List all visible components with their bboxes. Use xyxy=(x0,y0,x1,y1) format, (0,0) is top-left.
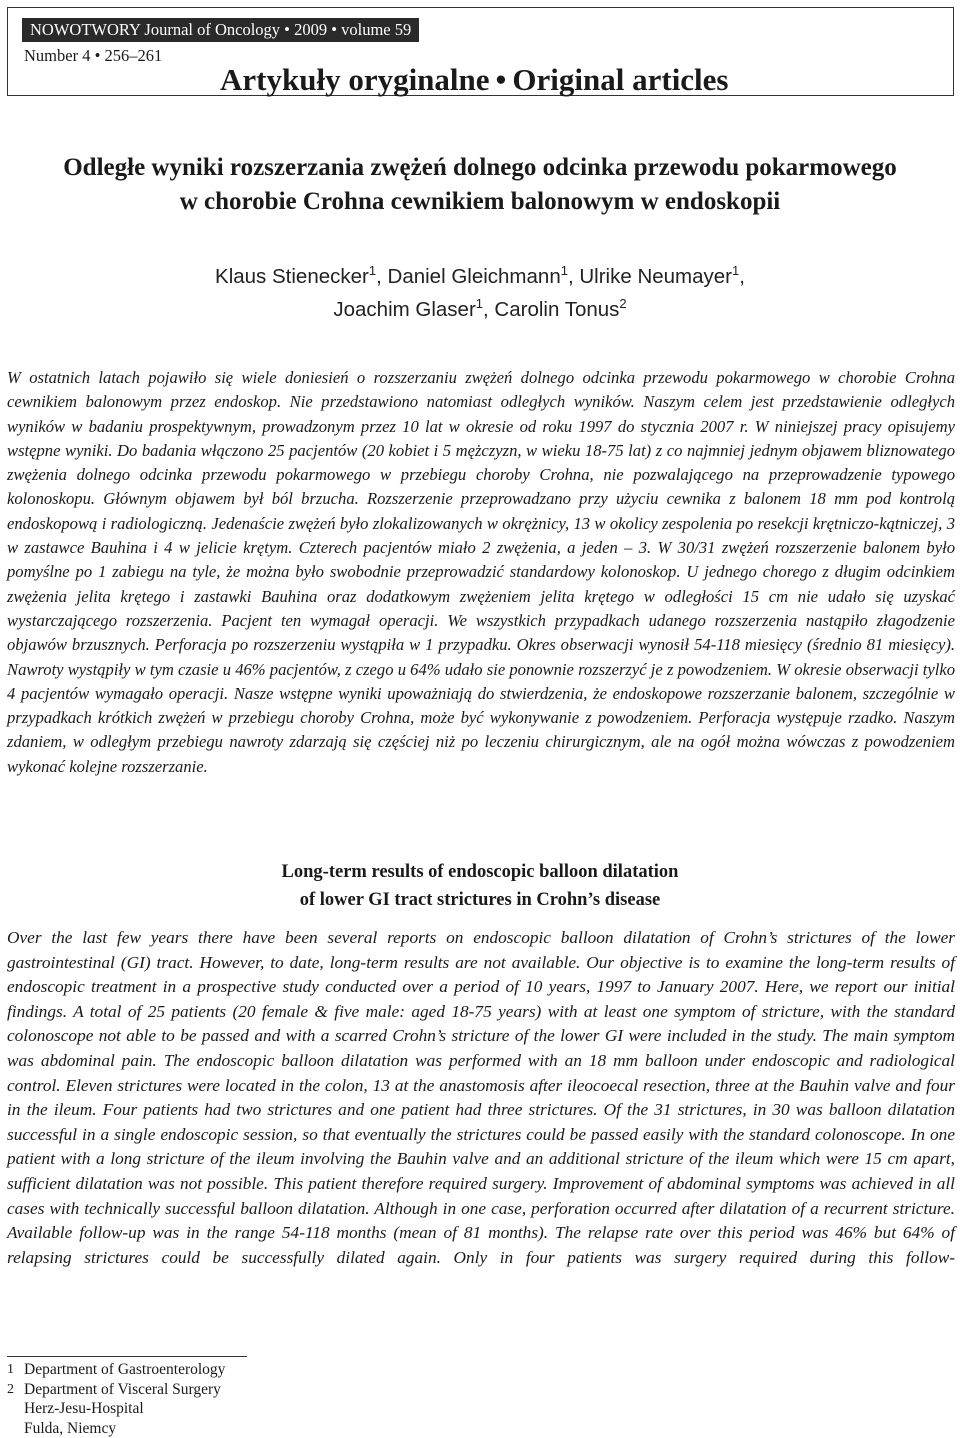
footnote-mark: 1 xyxy=(7,1362,14,1377)
author-name: Joachim Glaser xyxy=(333,298,476,321)
abstract-pl: W ostatnich latach pojawiło się wiele doniesień o rozszerzaniu zwężeń dolnego odcinka przewodu pokarmowego w chorobie Crohna cewnikiem balonowym przez endoskop. Nie przedstawiono natomiast odległych wyników. Naszym celem jest przedstawienie odległych wyników w badaniu prospektywnym, prowadzonym przez 10 lat w okresie od roku 1997 do stycznia 2007 r. W niniejszej pracy opisujemy wstępne wyniki. Do badania włączono 25 pacjentów (20 kobiet i 5 mężczyzn, w wieku 18-75 lat) z co najmniej jednym objawem bliznowatego zwężenia dolnego odcinka przewodu pokarmowego w przebiegu choroby Crohna, nie pozwalającego na przeprowadzenie typowego kolonoskopu. Głównym objawem był ból brzucha. Rozszerzenie przeprowadzano przy użyciu cewnika z balonem 18 mm pod kontrolą endoskopową i radiologiczną. Jedenaście zwężeń było zlokalizowanych w okrężnicy, 13 w okolicy zespolenia po resekcji krętniczo-kątniczej, 3 w zastawce Bauhina i 4 w jelicie krętym. Czterech pacjentów miało 2 zwężenia, a jeden – 3. W 30/31 zwężeń rozszerzenie balonem było pomyślne po 1 zabiegu na tyle, że można było swobodnie przeprowadzić standardowy kolonoskop. U jednego chorego z długim odcinkiem zwężenia jelita krętego i zastawki Bauhina oraz dodatkowym zwężeniem jelita krętego w odległości 15 cm nie udało się uzyskać wystarczającego rozszerzenia. Pacjent ten wymagał operacji. We wszystkich przypadkach udanego rozszerzenia nastąpiło złagodzenie objawów brzusznych. Perforacja po rozszerzeniu wystąpiła w 1 przypadku. Okres obserwacji wynosił 54-118 miesięcy (średnio 81 miesięcy). Nawroty wystąpiły w tym czasie u 46% pacjentów, z czego u 64% udało sie ponownie rozszerzyć je z powodzeniem. W okresie obserwacji tylko 4 pacjentów wymagało operacji. Nasze wstępne wyniki upoważniają do stwierdzenia, że endoskopowe rozszerzanie balonem, szczególnie w przypadkach krótkich zwężeń w przebiegu choroby Crohna, może być wykonywanie z powodzeniem. Perforacja występuje rzadko. Naszym zdaniem, w odległym przebiegu nawroty zdarzają się częściej niż po leczeniu chirurgicznym, ale na ogół można wówczas z powodzeniem wykonać kolejne rozszerzanie. xyxy=(7,368,955,776)
footnote xyxy=(7,1360,225,1380)
article-title-pl xyxy=(0,151,960,219)
issue-info: Number 4 • 256–261 xyxy=(24,46,163,65)
author-affiliation: 1 xyxy=(560,263,568,278)
author-affiliation: 1 xyxy=(368,263,377,278)
footnote-divider xyxy=(7,1356,247,1357)
footnote-text: Department of Gastroenterology xyxy=(24,1361,226,1378)
title-pl-line: w chorobie Crohna cewnikiem balonowym w endoskopii xyxy=(179,188,781,215)
journal-name: NOWOTWORY Journal of Oncology • 2009 • volume 59 xyxy=(22,18,419,42)
section-title-pl: Artykuły oryginalne xyxy=(220,62,490,97)
author-line: Joachim Glaser$^1$, Carolin Tonus$^2$ xyxy=(333,296,627,321)
author-name: Ulrike Neumayer xyxy=(579,265,733,288)
author-name: Daniel Gleichmann xyxy=(387,265,561,288)
title-pl-line: Odległe wyniki rozszerzania zwężeń dolnego odcinka przewodu pokarmowego xyxy=(63,154,897,181)
footnote-mark xyxy=(7,1419,24,1438)
footnote-text: Department of Visceral Surgery xyxy=(24,1380,221,1398)
journal-header xyxy=(7,7,954,96)
footnote-mark: 2 xyxy=(7,1381,14,1397)
author-name: Carolin Tonus xyxy=(494,298,620,321)
footnote xyxy=(7,1419,225,1438)
article-title-en xyxy=(0,858,960,914)
title-en-line: Long-term results of endoscopic balloon dilatation xyxy=(281,862,679,882)
author-affiliation: 1 xyxy=(732,263,740,278)
footnotes xyxy=(7,1360,225,1438)
author-affiliation: 1 xyxy=(475,296,484,311)
footnote-text: Herz-Jesu-Hospital xyxy=(24,1400,144,1417)
bullet-separator: • xyxy=(495,62,507,97)
author-name: Klaus Stienecker xyxy=(215,265,369,288)
footnote-mark xyxy=(7,1399,24,1419)
title-en-line: of lower GI tract strictures in Crohn’s disease xyxy=(299,890,661,910)
footnote xyxy=(7,1399,225,1419)
author-list xyxy=(0,260,960,326)
footnote xyxy=(7,1380,225,1400)
footnote-text: Fulda, Niemcy xyxy=(24,1419,117,1437)
section-title-en: Original articles xyxy=(512,62,729,97)
abstract-en: Over the last few years there have been several reports on endoscopic balloon dilatation of Crohn’s strictures of the lower gastrointestinal (GI) tract. However, to date, long-term results are not available. Our objective is to examine the long-term results of endoscopic treatment in a prospective study conducted over a period of 10 years, 1997 to January 2007. Here, we report our initial findings. A total of 25 patients (20 female & five male: aged 18-75 years) with at least one symptom of stricture, with the standard colonoscope not able to be passed and with a scarred Crohn’s stricture of the lower GI were included in the study. The main symptom was abdominal pain. The endoscopic balloon dilatation was performed with an 18 mm balloon under endoscopic and radiological control. Eleven strictures were located in the colon, 13 at the anastomosis after ileocoecal resection, three at the Bauhin valve and four in the ileum. Four patients had two strictures and one patient had three strictures. Of the 31 strictures, in 30 was balloon dilatation successful in a single endoscopic session, so that eventually the strictures could be passed easily with the standard colonoscope. In one patient with a long stricture of the ileum involving the Bauhin valve and an additional stricture of the ileum which were 15 cm apart, sufficient dilatation was not possible. This patient therefore required surgery. Improvement of abdominal symptoms was achieved in all cases with technically successful balloon dilatation. Although in one case, perforation occurred after dilatation of a recurrent stricture. Available follow-up was in the range 54-118 months (mean of 81 months). The relapse rate over this period was 46% but 64% of relapsing strictures could be successfully dilated again. Only in four patients was surgery required during this follow- xyxy=(7,928,955,1267)
section-title xyxy=(220,62,729,98)
author-affiliation: 2 xyxy=(619,296,627,311)
author-line: Klaus Stienecker$^1$, Daniel Gleichmann$^1$, Ulrike Neumayer$^1$, xyxy=(215,263,745,288)
